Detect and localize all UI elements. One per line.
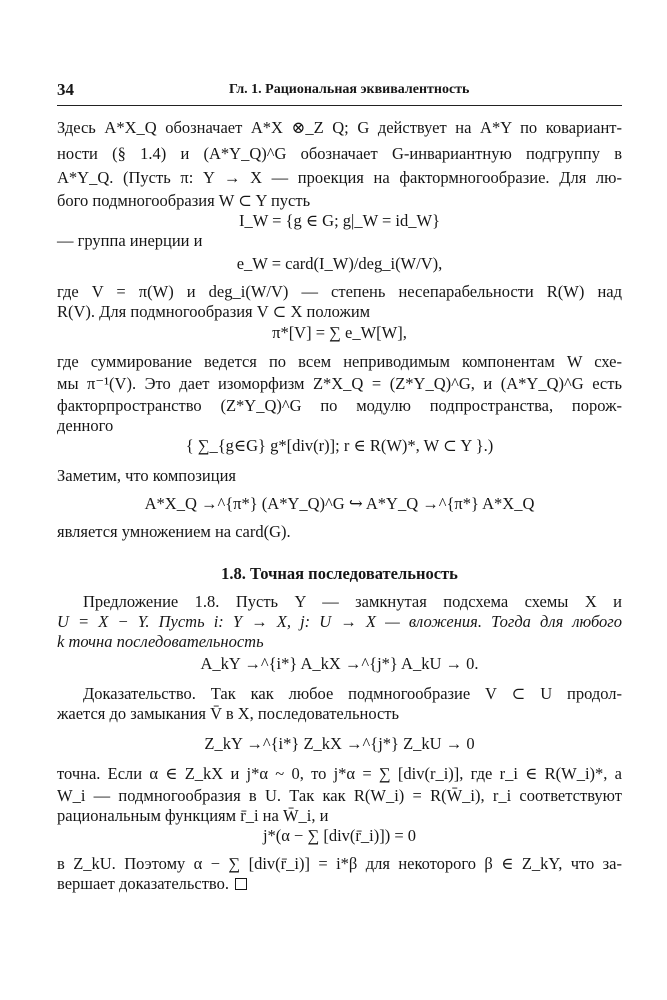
running-title: Гл. 1. Рациональная эквивалентность: [229, 82, 470, 97]
formula: e_W = card(I_W)/deg_i(W/V),: [236, 254, 443, 273]
formula: A*X_Q →^{π*} (A*Y_Q)^G ↪ A*Y_Q →^{π*} A*X_Q: [144, 494, 535, 513]
text-line: W_i — подмногообразия в U. Так как R(W_i) = R(W̄_i), r_i соответствуют: [57, 786, 622, 805]
page-number: 34: [57, 80, 74, 99]
text-line: жается до замыкания V̄ в X, последовательность: [57, 704, 400, 723]
qed-square-icon: [235, 878, 247, 890]
text-line: k точна последовательность: [57, 632, 264, 651]
text-line: мы π⁻¹(V). Это дает изоморфизм Z*X_Q = (Z*Y_Q)^G, и (A*Y_Q)^G есть: [57, 374, 622, 393]
text-line: денного: [57, 416, 114, 435]
text-line: — группа инерции и: [57, 231, 203, 250]
formula: I_W = {g ∈ G; g|_W = id_W}: [238, 211, 441, 230]
text-line: ности (§ 1.4) и (A*Y_Q)^G обозначает G-инвариантную подгруппу в: [57, 144, 622, 163]
text-line: где суммирование ведется по всем неприводимым компонентам W схе-: [57, 352, 622, 371]
formula: π*[V] = ∑ e_W[W],: [272, 323, 407, 342]
formula: Z_kY →^{i*} Z_kX →^{j*} Z_kU → 0: [204, 734, 475, 753]
section-heading: 1.8. Точная последовательность: [221, 564, 458, 583]
text-line: R(V). Для подмногообразия V ⊂ X положим: [57, 302, 371, 321]
running-header: [57, 80, 622, 102]
text-line: Предложение 1.8. Пусть Y — замкнутая подсхема схемы X и: [83, 592, 622, 611]
text-line: Здесь A*X_Q обозначает A*X ⊗_Z Q; G действует на A*Y по ковариант-: [57, 118, 622, 137]
text-line: является умножением на card(G).: [57, 522, 291, 541]
text-line: точна. Если α ∈ Z_kX и j*α ~ 0, то j*α = ∑ [div(r_i)], где r_i ∈ R(W_i)*, а: [57, 764, 622, 783]
header-rule: [57, 105, 622, 106]
text-line: рациональным функциям r̄_i на W̄_i, и: [57, 806, 329, 825]
text-line: U = X − Y. Пусть i: Y → X, j: U → X — вложения. Тогда для любого: [57, 612, 622, 631]
text-line: Заметим, что композиция: [57, 466, 236, 485]
text-line-content: вершает доказательство.: [57, 874, 229, 893]
text-line: [57, 874, 622, 894]
formula: { ∑_{g∈G} g*[div(r)]; r ∈ R(W)*, W ⊂ Y }.): [185, 436, 494, 455]
text-line: бого подмногообразия W ⊂ Y пусть: [57, 191, 311, 210]
text-line: факторпространство (Z*Y_Q)^G по модулю подпространства, порож-: [57, 396, 622, 415]
text-line: в Z_kU. Поэтому α − ∑ [div(r̄_i)] = i*β для некоторого β ∈ Z_kY, что за-: [57, 854, 622, 873]
text-line: где V = π(W) и deg_i(W/V) — степень несепарабельности R(W) над: [57, 282, 622, 301]
formula: j*(α − ∑ [div(r̄_i)]) = 0: [262, 826, 417, 845]
text-line: A*Y_Q. (Пусть π: Y → X — проекция на фактормногообразие. Для лю-: [57, 168, 622, 187]
formula: A_kY →^{i*} A_kX →^{j*} A_kU → 0.: [200, 654, 479, 673]
text-line: Доказательство. Так как любое подмногообразие V ⊂ U продол-: [83, 684, 622, 703]
